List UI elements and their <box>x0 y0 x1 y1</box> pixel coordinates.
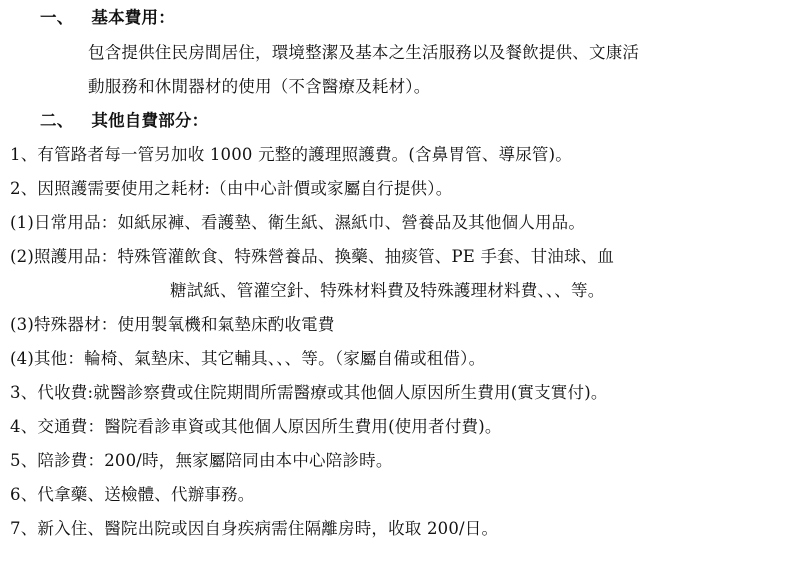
item-2-consumables: 2、因照護需要使用之耗材:（由中心計價或家屬自行提供）。 <box>10 179 453 198</box>
item-3-collection-fee: 3、代收費:就醫診察費或住院期間所需醫療或其他個人原因所生費用(實支實付)。 <box>10 383 608 402</box>
item-2-3-special-equipment: (3)特殊器材：使用製氧機和氣墊床酌收電費 <box>10 315 335 334</box>
item-1-tube-care-fee: 1、有管路者每一管另加收 1000 元整的護理照護費。(含鼻胃管、導尿管)。 <box>10 145 572 164</box>
section1-paragraph-line-2: 動服務和休閒器材的使用（不含醫療及耗材）。 <box>88 77 431 96</box>
section2-heading-text: 其他自費部分： <box>91 111 209 130</box>
item-2-4-other: (4)其他：輪椅、氣墊床、其它輔具、、、等。（家屬自備或租借）。 <box>10 349 486 368</box>
section1-heading-text: 基本費用： <box>91 8 175 27</box>
section1-paragraph-line-1: 包含提供住民房間居住，環境整潔及基本之生活服務以及餐飲提供、文康活 <box>88 43 640 62</box>
item-6-errands: 6、代拿藥、送檢體、代辦事務。 <box>10 485 255 504</box>
item-2-2-care-supplies-continued: 糖試紙、管灌空針、特殊材料費及特殊護理材料費、、、等。 <box>170 281 605 300</box>
section1-heading-number: 一、 <box>40 8 74 27</box>
section2-heading <box>40 110 208 132</box>
section2-heading-number: 二、 <box>40 111 74 130</box>
section1-heading <box>40 7 175 29</box>
item-7-isolation-room-fee: 7、新入住、醫院出院或因自身疾病需住隔離房時，收取 200/日。 <box>10 519 499 538</box>
item-2-2-care-supplies: (2)照護用品：特殊管灌飲食、特殊營養品、換藥、抽痰管、PE 手套、甘油球、血 <box>10 247 615 266</box>
item-2-1-daily-supplies: (1)日常用品：如紙尿褲、看護墊、衛生紙、濕紙巾、營養品及其他個人用品。 <box>10 213 586 232</box>
item-4-transport-fee: 4、交通費：醫院看診車資或其他個人原因所生費用(使用者付費)。 <box>10 417 502 436</box>
item-5-escort-fee: 5、陪診費：200/時，無家屬陪同由本中心陪診時。 <box>10 451 393 470</box>
